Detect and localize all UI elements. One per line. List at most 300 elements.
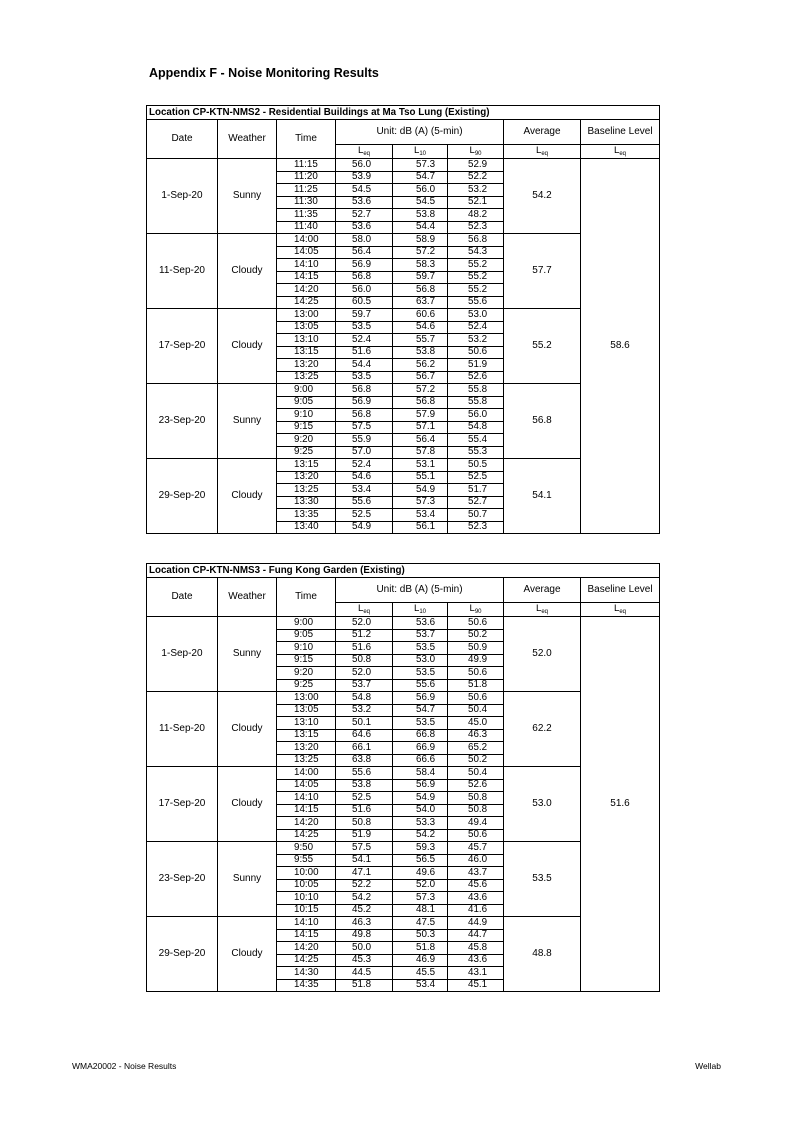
location-title: Location CP-KTN-NMS3 - Fung Kong Garden (Existing) xyxy=(147,564,660,578)
leq-cell: 57.0 xyxy=(336,446,393,459)
l10-cell: 58.3 xyxy=(393,259,448,272)
weather-cell: Sunny xyxy=(218,617,277,692)
l10-cell: 63.7 xyxy=(393,296,448,309)
leq-cell: 54.4 xyxy=(336,359,393,372)
location-title: Location CP-KTN-NMS2 - Residential Buildings at Ma Tso Lung (Existing) xyxy=(147,106,660,120)
time-cell: 11:15 xyxy=(277,159,336,172)
leq-cell: 66.1 xyxy=(336,742,393,755)
l10-cell: 53.3 xyxy=(393,817,448,830)
l90-cell: 48.2 xyxy=(448,209,504,222)
l90-cell: 50.4 xyxy=(448,767,504,780)
average-cell: 48.8 xyxy=(504,917,581,992)
weather-cell: Cloudy xyxy=(218,234,277,309)
footer-document-ref: WMA20002 - Noise Results xyxy=(72,1061,177,1071)
leq-cell: 44.5 xyxy=(336,967,393,980)
header-average: Average xyxy=(504,120,581,145)
l10-cell: 53.8 xyxy=(393,346,448,359)
header-baseline-leq-subscript: eq xyxy=(619,609,627,615)
l10-cell: 57.3 xyxy=(393,892,448,905)
l10-cell: 59.7 xyxy=(393,271,448,284)
l90-cell: 52.6 xyxy=(448,779,504,792)
l10-cell: 56.9 xyxy=(393,692,448,705)
l10-cell: 60.6 xyxy=(393,309,448,322)
leq-cell: 50.1 xyxy=(336,717,393,730)
l90-cell: 45.6 xyxy=(448,879,504,892)
time-cell: 9:25 xyxy=(277,679,336,692)
leq-cell: 47.1 xyxy=(336,867,393,880)
time-cell: 14:00 xyxy=(277,234,336,247)
time-cell: 9:50 xyxy=(277,842,336,855)
weather-cell: Cloudy xyxy=(218,459,277,534)
l10-cell: 55.7 xyxy=(393,334,448,347)
footer-company: Wellab xyxy=(695,1061,721,1071)
l90-cell: 54.3 xyxy=(448,246,504,259)
time-cell: 13:10 xyxy=(277,717,336,730)
time-cell: 10:10 xyxy=(277,892,336,905)
header-average-leq-symbol: L xyxy=(535,603,542,614)
l10-cell: 54.7 xyxy=(393,704,448,717)
l90-cell: 43.6 xyxy=(448,954,504,967)
leq-cell: 56.0 xyxy=(336,159,393,172)
l90-cell: 52.9 xyxy=(448,159,504,172)
l10-cell: 53.1 xyxy=(393,459,448,472)
table-row xyxy=(147,159,660,172)
leq-cell: 56.0 xyxy=(336,284,393,297)
leq-cell: 51.6 xyxy=(336,804,393,817)
time-cell: 9:55 xyxy=(277,854,336,867)
l90-cell: 55.4 xyxy=(448,434,504,447)
time-cell: 14:05 xyxy=(277,246,336,259)
l10-cell: 46.9 xyxy=(393,954,448,967)
time-cell: 13:25 xyxy=(277,484,336,497)
l90-cell: 50.2 xyxy=(448,754,504,767)
time-cell: 9:05 xyxy=(277,396,336,409)
header-baseline: Baseline Level xyxy=(581,578,660,603)
weather-cell: Sunny xyxy=(218,842,277,917)
l10-cell: 55.1 xyxy=(393,471,448,484)
leq-cell: 51.6 xyxy=(336,346,393,359)
weather-cell: Cloudy xyxy=(218,309,277,384)
leq-cell: 51.8 xyxy=(336,979,393,992)
l90-cell: 50.9 xyxy=(448,642,504,655)
weather-cell: Cloudy xyxy=(218,917,277,992)
l10-cell: 57.8 xyxy=(393,446,448,459)
l10-cell: 56.4 xyxy=(393,434,448,447)
time-cell: 14:10 xyxy=(277,917,336,930)
average-cell: 55.2 xyxy=(504,309,581,384)
leq-cell: 46.3 xyxy=(336,917,393,930)
header-baseline-leq-symbol: L xyxy=(614,145,620,156)
date-cell: 23-Sep-20 xyxy=(147,842,218,917)
date-cell: 17-Sep-20 xyxy=(147,767,218,842)
time-cell: 14:25 xyxy=(277,829,336,842)
l10-cell: 56.5 xyxy=(393,854,448,867)
time-cell: 13:20 xyxy=(277,742,336,755)
header-date: Date xyxy=(147,120,218,159)
l90-cell: 43.1 xyxy=(448,967,504,980)
leq-cell: 58.0 xyxy=(336,234,393,247)
leq-cell: 52.0 xyxy=(336,667,393,680)
leq-cell: 56.9 xyxy=(336,259,393,272)
l90-cell: 53.2 xyxy=(448,334,504,347)
time-cell: 14:15 xyxy=(277,929,336,942)
leq-cell: 53.6 xyxy=(336,221,393,234)
header-average-leq-symbol: L xyxy=(535,145,542,156)
average-cell: 62.2 xyxy=(504,692,581,767)
time-cell: 9:20 xyxy=(277,434,336,447)
leq-cell: 53.5 xyxy=(336,321,393,334)
time-cell: 13:35 xyxy=(277,509,336,522)
l90-cell: 44.7 xyxy=(448,929,504,942)
time-cell: 9:25 xyxy=(277,446,336,459)
time-cell: 13:20 xyxy=(277,359,336,372)
l10-cell: 57.1 xyxy=(393,421,448,434)
header-l90-symbol: L xyxy=(469,145,475,156)
l90-cell: 45.1 xyxy=(448,979,504,992)
time-cell: 9:00 xyxy=(277,617,336,630)
weather-cell: Sunny xyxy=(218,384,277,459)
header-average-leq-subscript: eq xyxy=(541,151,549,157)
leq-cell: 52.4 xyxy=(336,459,393,472)
l10-cell: 53.5 xyxy=(393,717,448,730)
l10-cell: 57.9 xyxy=(393,409,448,422)
leq-cell: 51.9 xyxy=(336,829,393,842)
time-cell: 11:40 xyxy=(277,221,336,234)
l10-cell: 66.6 xyxy=(393,754,448,767)
leq-cell: 53.7 xyxy=(336,679,393,692)
l90-cell: 51.9 xyxy=(448,359,504,372)
l90-cell: 51.8 xyxy=(448,679,504,692)
l90-cell: 55.2 xyxy=(448,284,504,297)
time-cell: 10:15 xyxy=(277,904,336,917)
time-cell: 14:25 xyxy=(277,296,336,309)
l90-cell: 50.6 xyxy=(448,692,504,705)
average-cell: 54.1 xyxy=(504,459,581,534)
average-cell: 57.7 xyxy=(504,234,581,309)
leq-cell: 56.9 xyxy=(336,396,393,409)
l90-cell: 55.6 xyxy=(448,296,504,309)
leq-cell: 53.2 xyxy=(336,704,393,717)
leq-cell: 56.8 xyxy=(336,271,393,284)
l10-cell: 56.8 xyxy=(393,284,448,297)
average-cell: 52.0 xyxy=(504,617,581,692)
time-cell: 9:10 xyxy=(277,642,336,655)
time-cell: 14:20 xyxy=(277,284,336,297)
leq-cell: 60.5 xyxy=(336,296,393,309)
l10-cell: 54.5 xyxy=(393,196,448,209)
l90-cell: 56.0 xyxy=(448,409,504,422)
leq-cell: 55.9 xyxy=(336,434,393,447)
leq-cell: 51.2 xyxy=(336,629,393,642)
l10-cell: 54.2 xyxy=(393,829,448,842)
header-l10-symbol: L xyxy=(413,145,420,156)
header-weather: Weather xyxy=(218,120,277,159)
time-cell: 9:15 xyxy=(277,421,336,434)
table-row xyxy=(147,617,660,630)
l90-cell: 45.8 xyxy=(448,942,504,955)
header-l10-subscript: 10 xyxy=(419,151,427,157)
time-cell: 13:10 xyxy=(277,334,336,347)
date-cell: 29-Sep-20 xyxy=(147,459,218,534)
l90-cell: 50.6 xyxy=(448,829,504,842)
l90-cell: 55.3 xyxy=(448,446,504,459)
header-average: Average xyxy=(504,578,581,603)
l10-cell: 56.7 xyxy=(393,371,448,384)
header-time: Time xyxy=(277,578,336,617)
header-l90-symbol: L xyxy=(469,603,475,614)
leq-cell: 45.3 xyxy=(336,954,393,967)
l90-cell: 52.5 xyxy=(448,471,504,484)
l90-cell: 55.8 xyxy=(448,396,504,409)
time-cell: 14:15 xyxy=(277,804,336,817)
l90-cell: 44.9 xyxy=(448,917,504,930)
time-cell: 11:25 xyxy=(277,184,336,197)
header-leq xyxy=(336,603,393,617)
l10-cell: 47.5 xyxy=(393,917,448,930)
l10-cell: 57.2 xyxy=(393,384,448,397)
leq-cell: 54.6 xyxy=(336,471,393,484)
l10-cell: 50.3 xyxy=(393,929,448,942)
leq-cell: 54.2 xyxy=(336,892,393,905)
time-cell: 11:20 xyxy=(277,171,336,184)
l10-cell: 58.9 xyxy=(393,234,448,247)
time-cell: 9:00 xyxy=(277,384,336,397)
l90-cell: 50.6 xyxy=(448,617,504,630)
l90-cell: 52.3 xyxy=(448,521,504,534)
l10-cell: 54.9 xyxy=(393,484,448,497)
time-cell: 13:15 xyxy=(277,459,336,472)
leq-cell: 52.2 xyxy=(336,879,393,892)
leq-cell: 45.2 xyxy=(336,904,393,917)
header-leq-symbol: L xyxy=(357,603,364,614)
leq-cell: 54.9 xyxy=(336,521,393,534)
header-time: Time xyxy=(277,120,336,159)
header-leq xyxy=(336,145,393,159)
leq-cell: 53.4 xyxy=(336,484,393,497)
l90-cell: 50.4 xyxy=(448,704,504,717)
header-leq-symbol: L xyxy=(357,145,364,156)
noise-table-nms2 xyxy=(146,105,660,534)
l10-cell: 58.4 xyxy=(393,767,448,780)
time-cell: 13:25 xyxy=(277,371,336,384)
l90-cell: 41.6 xyxy=(448,904,504,917)
l10-cell: 52.0 xyxy=(393,879,448,892)
time-cell: 9:05 xyxy=(277,629,336,642)
header-l90 xyxy=(448,145,504,159)
average-cell: 54.2 xyxy=(504,159,581,234)
time-cell: 13:25 xyxy=(277,754,336,767)
time-cell: 13:40 xyxy=(277,521,336,534)
leq-cell: 49.8 xyxy=(336,929,393,942)
header-l10-subscript: 10 xyxy=(419,609,427,615)
average-cell: 53.0 xyxy=(504,767,581,842)
l90-cell: 55.8 xyxy=(448,384,504,397)
leq-cell: 52.5 xyxy=(336,509,393,522)
leq-cell: 57.5 xyxy=(336,842,393,855)
l10-cell: 53.7 xyxy=(393,629,448,642)
time-cell: 13:05 xyxy=(277,321,336,334)
date-cell: 1-Sep-20 xyxy=(147,159,218,234)
l90-cell: 50.2 xyxy=(448,629,504,642)
l10-cell: 51.8 xyxy=(393,942,448,955)
l10-cell: 54.4 xyxy=(393,221,448,234)
leq-cell: 55.6 xyxy=(336,767,393,780)
time-cell: 13:05 xyxy=(277,704,336,717)
weather-cell: Sunny xyxy=(218,159,277,234)
l10-cell: 48.1 xyxy=(393,904,448,917)
time-cell: 9:15 xyxy=(277,654,336,667)
leq-cell: 52.5 xyxy=(336,792,393,805)
leq-cell: 53.5 xyxy=(336,371,393,384)
header-unit: Unit: dB (A) (5-min) xyxy=(336,578,504,603)
header-baseline-leq xyxy=(581,603,660,617)
l90-cell: 46.3 xyxy=(448,729,504,742)
header-average-leq xyxy=(504,145,581,159)
header-leq-subscript: eq xyxy=(363,151,371,157)
leq-cell: 51.6 xyxy=(336,642,393,655)
l10-cell: 57.3 xyxy=(393,159,448,172)
time-cell: 14:00 xyxy=(277,767,336,780)
date-cell: 17-Sep-20 xyxy=(147,309,218,384)
l10-cell: 57.2 xyxy=(393,246,448,259)
leq-cell: 54.8 xyxy=(336,692,393,705)
l10-cell: 66.9 xyxy=(393,742,448,755)
date-cell: 1-Sep-20 xyxy=(147,617,218,692)
time-cell: 9:20 xyxy=(277,667,336,680)
l90-cell: 43.6 xyxy=(448,892,504,905)
l90-cell: 56.8 xyxy=(448,234,504,247)
time-cell: 14:10 xyxy=(277,792,336,805)
noise-table-nms3 xyxy=(146,563,660,992)
average-cell: 53.5 xyxy=(504,842,581,917)
l10-cell: 56.9 xyxy=(393,779,448,792)
leq-cell: 52.7 xyxy=(336,209,393,222)
header-average-leq xyxy=(504,603,581,617)
l10-cell: 56.8 xyxy=(393,396,448,409)
l90-cell: 50.5 xyxy=(448,459,504,472)
l90-cell: 46.0 xyxy=(448,854,504,867)
l10-cell: 53.5 xyxy=(393,667,448,680)
header-baseline-leq xyxy=(581,145,660,159)
date-cell: 11-Sep-20 xyxy=(147,234,218,309)
page-title: Appendix F - Noise Monitoring Results xyxy=(149,66,379,80)
time-cell: 14:20 xyxy=(277,942,336,955)
l90-cell: 43.7 xyxy=(448,867,504,880)
header-unit: Unit: dB (A) (5-min) xyxy=(336,120,504,145)
l10-cell: 49.6 xyxy=(393,867,448,880)
leq-cell: 55.6 xyxy=(336,496,393,509)
time-cell: 14:10 xyxy=(277,259,336,272)
header-l90-subscript: 90 xyxy=(474,609,482,615)
l90-cell: 50.6 xyxy=(448,346,504,359)
l90-cell: 55.2 xyxy=(448,259,504,272)
leq-cell: 56.8 xyxy=(336,384,393,397)
leq-cell: 56.8 xyxy=(336,409,393,422)
leq-cell: 53.8 xyxy=(336,779,393,792)
leq-cell: 57.5 xyxy=(336,421,393,434)
l90-cell: 52.1 xyxy=(448,196,504,209)
l10-cell: 53.0 xyxy=(393,654,448,667)
weather-cell: Cloudy xyxy=(218,767,277,842)
l10-cell: 54.0 xyxy=(393,804,448,817)
leq-cell: 50.8 xyxy=(336,654,393,667)
l90-cell: 54.8 xyxy=(448,421,504,434)
leq-cell: 53.9 xyxy=(336,171,393,184)
l90-cell: 65.2 xyxy=(448,742,504,755)
l90-cell: 49.9 xyxy=(448,654,504,667)
time-cell: 13:20 xyxy=(277,471,336,484)
l10-cell: 54.7 xyxy=(393,171,448,184)
l10-cell: 53.6 xyxy=(393,617,448,630)
leq-cell: 52.0 xyxy=(336,617,393,630)
time-cell: 13:00 xyxy=(277,692,336,705)
time-cell: 13:15 xyxy=(277,729,336,742)
l10-cell: 54.9 xyxy=(393,792,448,805)
l90-cell: 50.7 xyxy=(448,509,504,522)
header-weather: Weather xyxy=(218,578,277,617)
header-average-leq-subscript: eq xyxy=(541,609,549,615)
l10-cell: 56.1 xyxy=(393,521,448,534)
header-baseline-leq-symbol: L xyxy=(614,603,620,614)
date-cell: 23-Sep-20 xyxy=(147,384,218,459)
l90-cell: 52.6 xyxy=(448,371,504,384)
l10-cell: 45.5 xyxy=(393,967,448,980)
l90-cell: 52.7 xyxy=(448,496,504,509)
l90-cell: 52.2 xyxy=(448,171,504,184)
time-cell: 10:00 xyxy=(277,867,336,880)
l10-cell: 66.8 xyxy=(393,729,448,742)
leq-cell: 50.8 xyxy=(336,817,393,830)
time-cell: 10:05 xyxy=(277,879,336,892)
l90-cell: 50.6 xyxy=(448,667,504,680)
header-date: Date xyxy=(147,578,218,617)
baseline-cell: 58.6 xyxy=(581,159,660,534)
l90-cell: 53.0 xyxy=(448,309,504,322)
leq-cell: 54.5 xyxy=(336,184,393,197)
time-cell: 14:35 xyxy=(277,979,336,992)
time-cell: 13:15 xyxy=(277,346,336,359)
leq-cell: 56.4 xyxy=(336,246,393,259)
leq-cell: 54.1 xyxy=(336,854,393,867)
header-l90 xyxy=(448,603,504,617)
l90-cell: 50.8 xyxy=(448,804,504,817)
time-cell: 11:35 xyxy=(277,209,336,222)
time-cell: 14:25 xyxy=(277,954,336,967)
leq-cell: 53.6 xyxy=(336,196,393,209)
l10-cell: 53.8 xyxy=(393,209,448,222)
header-leq-subscript: eq xyxy=(363,609,371,615)
average-cell: 56.8 xyxy=(504,384,581,459)
l10-cell: 59.3 xyxy=(393,842,448,855)
l10-cell: 53.4 xyxy=(393,509,448,522)
header-l10 xyxy=(393,145,448,159)
time-cell: 13:30 xyxy=(277,496,336,509)
l90-cell: 52.4 xyxy=(448,321,504,334)
l90-cell: 45.0 xyxy=(448,717,504,730)
time-cell: 11:30 xyxy=(277,196,336,209)
leq-cell: 63.8 xyxy=(336,754,393,767)
l90-cell: 49.4 xyxy=(448,817,504,830)
l10-cell: 54.6 xyxy=(393,321,448,334)
l10-cell: 53.4 xyxy=(393,979,448,992)
time-cell: 14:20 xyxy=(277,817,336,830)
l90-cell: 50.8 xyxy=(448,792,504,805)
weather-cell: Cloudy xyxy=(218,692,277,767)
l90-cell: 45.7 xyxy=(448,842,504,855)
header-l10-symbol: L xyxy=(413,603,420,614)
leq-cell: 64.6 xyxy=(336,729,393,742)
date-cell: 11-Sep-20 xyxy=(147,692,218,767)
